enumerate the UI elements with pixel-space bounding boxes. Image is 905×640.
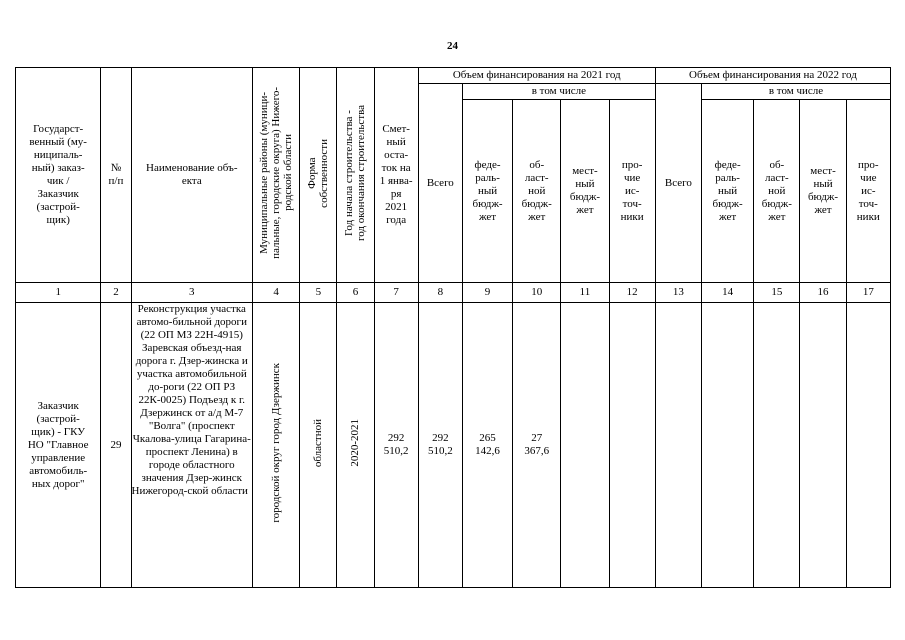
row-ownership-cell [300, 303, 337, 588]
table-row [16, 303, 891, 588]
header-row-1 [16, 68, 891, 84]
row-customer: Заказчик (застрой- щик) - ГКУ НО "Главное управление автомобиль- ных дорог" [16, 303, 101, 588]
col-number: 7 [374, 283, 418, 303]
row-total-2022 [655, 303, 701, 588]
financing-table [15, 67, 891, 588]
row-num: 29 [101, 303, 131, 588]
row-estimate: 292 510,2 [374, 303, 418, 588]
col-number: 14 [702, 283, 754, 303]
header-ownership: Форма собственности [306, 138, 331, 208]
row-object-name: Реконструкция участка автомо-бильной дороги (22 ОП МЗ 22Н-4915) Заревская объезд-ная дорога г. Дзер-жинска и участка автомобильной до-роги (22 ОП РЗ 22К-0025) Подъезд к г. Дзержинск от а/д М-7 "Волга" (проспект Чкалова-улица Гагарина-проспект Ленина) в городе областного значения Дзер-жинск Нижегород-ской области [131, 303, 253, 588]
row-ownership: областной [312, 418, 325, 468]
col-number: 8 [418, 283, 462, 303]
row-years: 2020-2021 [349, 419, 362, 467]
header-federal-2022: федe- раль- ный бюдж- жет [702, 100, 754, 283]
row-local-2021 [561, 303, 609, 588]
col-number: 1 [16, 283, 101, 303]
col-number: 6 [337, 283, 374, 303]
row-federal-2022 [702, 303, 754, 588]
row-municipal: городской округ город Дзержинск [270, 363, 283, 523]
header-municipal: Муниципальные районы (муници- пальные, городские округа) Нижего- родской области [258, 87, 295, 259]
header-customer: Государст- венный (му- ниципаль- ный) заказ- чик / Заказчик (застрой- щик) [16, 68, 101, 283]
header-local-2021: мест- ный бюдж- жет [561, 100, 609, 283]
row-years-cell [337, 303, 374, 588]
col-number: 16 [800, 283, 846, 303]
col-number: 15 [754, 283, 800, 303]
header-years: Год начала строительства - год окончания строительства [343, 105, 368, 241]
header-total-2022: Всего [655, 84, 701, 283]
col-number: 10 [513, 283, 561, 303]
col-number: 17 [846, 283, 890, 303]
row-local-2022 [800, 303, 846, 588]
header-incl-2022: в том числе [702, 84, 891, 100]
header-object-name: Наименование объ- екта [131, 68, 253, 283]
header-ownership-cell [300, 68, 337, 283]
row-total-2021: 292 510,2 [418, 303, 462, 588]
header-estimate: Смет- ный оста- ток на 1 янва- ря 2021 года [374, 68, 418, 283]
row-regional-2021: 27 367,6 [513, 303, 561, 588]
header-incl-2021: в том числе [462, 84, 655, 100]
col-number: 4 [253, 283, 300, 303]
col-number: 11 [561, 283, 609, 303]
header-federal-2021: федe- раль- ный бюдж- жет [462, 100, 512, 283]
header-total-2021: Всего [418, 84, 462, 283]
col-number: 2 [101, 283, 131, 303]
col-number: 13 [655, 283, 701, 303]
col-number: 12 [609, 283, 655, 303]
col-number: 3 [131, 283, 253, 303]
header-num: № п/п [101, 68, 131, 283]
header-fin-2021: Объем финансирования на 2021 год [418, 68, 655, 84]
page-number: 24 [447, 40, 458, 52]
row-federal-2021: 265 142,6 [462, 303, 512, 588]
column-number-row [16, 283, 891, 303]
header-regional-2021: об- ласт- ной бюдж- жет [513, 100, 561, 283]
row-municipal-cell [253, 303, 300, 588]
header-local-2022: мест- ный бюдж- жет [800, 100, 846, 283]
header-regional-2022: об- ласт- ной бюдж- жет [754, 100, 800, 283]
header-fin-2022: Объем финансирования на 2022 год [655, 68, 890, 84]
col-number: 9 [462, 283, 512, 303]
header-years-cell [337, 68, 374, 283]
header-other-2022: про- чие ис- точ- ники [846, 100, 890, 283]
col-number: 5 [300, 283, 337, 303]
row-other-2021 [609, 303, 655, 588]
row-regional-2022 [754, 303, 800, 588]
header-other-2021: про- чие ис- точ- ники [609, 100, 655, 283]
row-other-2022 [846, 303, 890, 588]
header-municipal-cell [253, 68, 300, 283]
